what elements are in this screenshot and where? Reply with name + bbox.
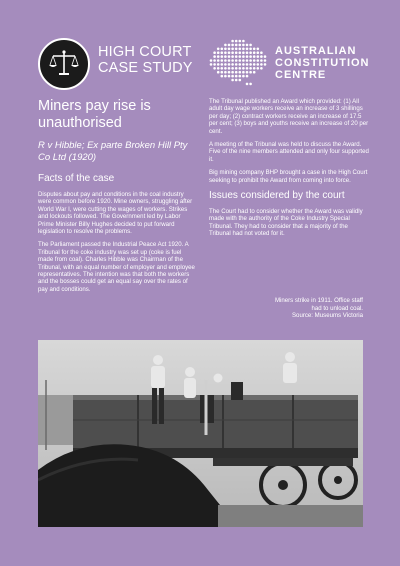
photo-caption [220,297,363,320]
caption-line-2: had to unload coal. [311,304,363,312]
meeting-paragraph: A meeting of the Tribunal was held to discuss the Award. Five of the nine members attended and only four supported it. [209,141,369,163]
facts-paragraph-1: Disputes about pay and conditions in the coal industry were common before 1920. Mine owners, struggling after World War I, were cutting the wages of workers. Strikes and lockouts followed. The Government led by Labor Prime Minister Billy Hughes decided to put forward legislation to resolve the problems. [38,191,193,236]
header [0,0,400,95]
heading-line-1: HIGH COURT [98,44,192,60]
right-column [209,98,369,244]
caption-source: Source: Museums Victoria [291,312,363,320]
org-line-1: AUSTRALIAN [275,45,357,57]
org-line-2: CONSTITUTION [275,57,370,69]
facts-heading: Facts of the case [38,173,115,184]
bhp-paragraph: Big mining company BHP brought a case in the High Court seeking to prohibit the Award from coming into force. [209,169,368,184]
miners-strike-photo [38,340,363,527]
case-citation: R v Hibble; Ex parte Broken Hill Pty Co Ltd (1920) [38,140,188,163]
issues-heading: Issues considered by the court [209,190,345,202]
org-line-3: CENTRE [275,69,327,81]
scales-of-justice-icon [40,40,88,88]
page-title: Miners pay rise is unauthorised [38,98,151,131]
rule-of-law-seal-logo [38,38,90,90]
issues-paragraph: The Court had to consider whether the Award was validly made with the authority of the Coke Industry Special Tribunal. They had to consider that a majority of the Tribunal had not voted for it. [209,208,363,238]
organisation-name [275,45,395,81]
heading-line-2: CASE STUDY [98,60,193,76]
australia-dot-map-logo [208,38,270,90]
caption-line-1: Miners strike in 1911. Office staff [274,297,363,304]
facts-paragraph-2: The Parliament passed the Industrial Peace Act 1920. A Tribunal for the coke industry was set up (coke is fuel made from coal). Charles Hibble was Chairman of the Tribunal, with an equal number of employer and employee representatives. The intention was that both the workers and the bosses could get an equal say over the rates of pay and conditions. [38,241,195,293]
case-study-heading [98,44,208,76]
left-column [38,98,198,299]
award-paragraph: The Tribunal published an Award which provided: (1) All adult day wage workers receive an increase of 3 shillings per day; (2) contract workers receive an increase of 17.5 per cent; (3) boys and youths receive an increase of 20 per cent. [209,98,369,135]
